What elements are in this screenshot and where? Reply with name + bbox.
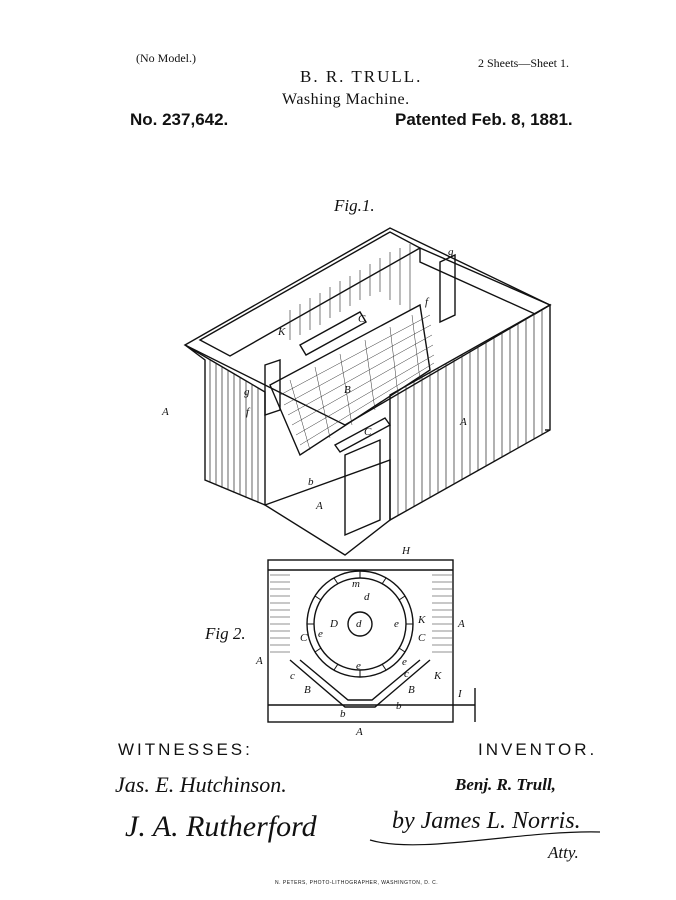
sheet-number: 2 Sheets—Sheet 1. <box>478 56 569 70</box>
ref-letter: d <box>364 591 370 603</box>
ref-letter: e <box>394 618 399 630</box>
ref-letter: K <box>278 326 286 338</box>
ref-letter: B <box>344 384 351 396</box>
ref-letter: K <box>434 670 442 682</box>
witness-signature-2: J. A. Rutherford <box>125 810 317 843</box>
ref-letter: d <box>356 618 362 630</box>
witness-signature-1: Jas. E. Hutchinson. <box>115 772 287 797</box>
attorney-abbrev: Atty. <box>548 843 579 862</box>
ref-letter: A <box>460 416 467 428</box>
ref-letter: A <box>256 655 263 667</box>
witnesses-heading: WITNESSES: <box>118 740 253 759</box>
ref-letter: C <box>300 632 308 644</box>
ref-letter: H <box>402 545 410 557</box>
model-note: (No Model.) <box>136 51 196 65</box>
ref-letter: C <box>418 632 426 644</box>
ref-letter: f <box>425 296 429 308</box>
ref-letter: B <box>408 684 415 696</box>
ref-letter: A <box>316 500 323 512</box>
ref-letter: C <box>358 313 366 325</box>
ref-letter: D <box>330 618 338 630</box>
ref-letter: c <box>290 670 295 682</box>
inventor-signature: Benj. R. Trull, <box>455 775 556 794</box>
ref-letter: g <box>448 246 454 258</box>
ref-letter: B <box>304 684 311 696</box>
ref-letter: A <box>162 406 169 418</box>
ref-letter: e <box>356 660 361 672</box>
ref-letter: A <box>356 726 363 738</box>
ref-letter: C <box>364 426 372 438</box>
ref-letter: K <box>418 614 426 626</box>
patent-number: No. 237,642. <box>130 110 229 129</box>
ref-letter: e <box>402 656 407 668</box>
ref-letter: f <box>246 406 250 418</box>
ref-letter: g <box>244 386 250 398</box>
patent-title: Washing Machine. <box>282 91 410 108</box>
printer-credit: N. PETERS, PHOTO-LITHOGRAPHER, WASHINGTON, D. C. <box>275 880 439 886</box>
inventor-name: B. R. TRULL. <box>300 67 423 86</box>
patent-date: Patented Feb. 8, 1881. <box>395 110 573 129</box>
fig1-label: Fig.1. <box>334 196 375 215</box>
inventor-heading: INVENTOR. <box>478 740 598 759</box>
ref-letter: e <box>318 628 323 640</box>
fig2-label: Fig 2. <box>205 624 246 643</box>
ref-letter: b <box>396 700 402 712</box>
ref-letter: A <box>458 618 465 630</box>
attorney-signature: by James L. Norris. <box>392 808 581 834</box>
ref-letter: m <box>352 578 360 590</box>
ref-letter: c <box>404 668 409 680</box>
ref-letter: b <box>308 476 314 488</box>
ref-letter: b <box>340 708 346 720</box>
ref-letter: I <box>458 688 462 700</box>
